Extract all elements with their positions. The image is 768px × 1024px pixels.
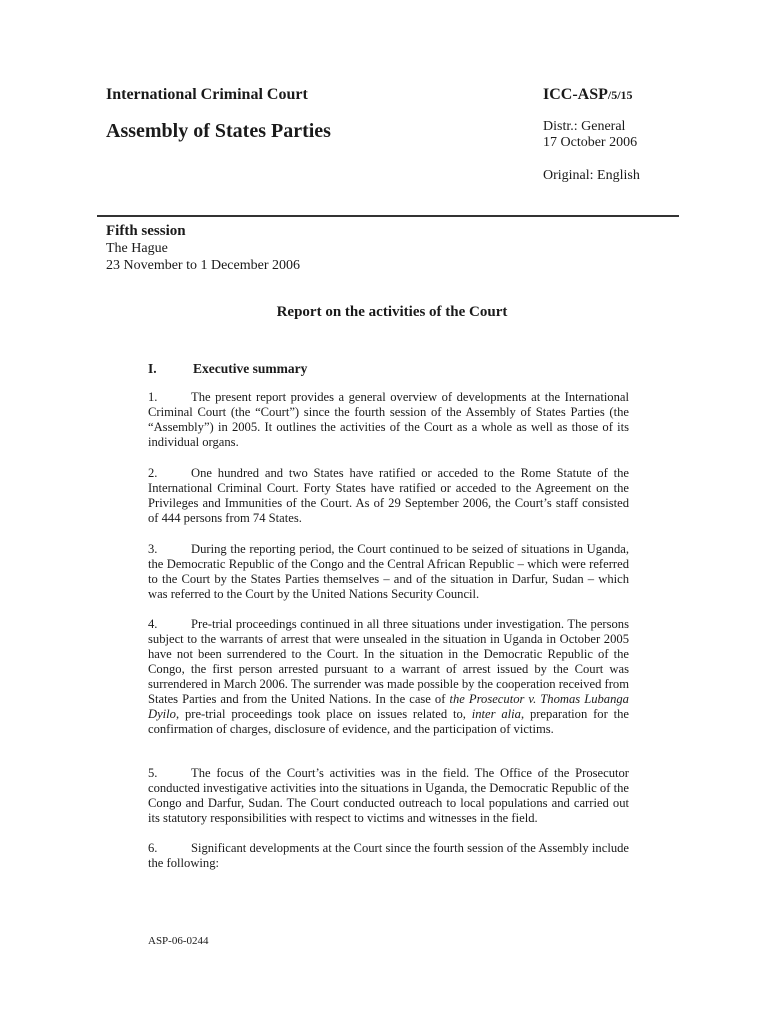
paragraph-text: The focus of the Court’s activities was in the field. The Office of the Prosecutor conducted investigative activities into the situations in Uganda, the Democratic Republic of the Congo and Darfur, Sudan. The Court conducted outreach to local populations and carried out its statutory responsibilities with respect to victims and witnesses in the field. (148, 766, 629, 825)
session-place: The Hague (106, 241, 168, 256)
session-block (106, 223, 300, 274)
document-date: 17 October 2006 (543, 135, 638, 150)
paragraph-number: 6. (148, 841, 158, 855)
symbol-main: ICC-ASP (543, 86, 608, 103)
section-number: I. (148, 361, 157, 376)
paragraph-number: 3. (148, 542, 158, 556)
paragraph-4 (148, 617, 629, 737)
report-title: Report on the activities of the Court (276, 304, 508, 320)
paragraph-3 (148, 542, 629, 602)
section-heading (148, 361, 307, 377)
original-language: Original: English (543, 168, 640, 183)
paragraph-text: One hundred and two States have ratified or acceded to the Rome Statute of the International Criminal Court. Forty States have ratified or acceded to the Agreement on the Privileges and Immunities of the Court. As of 29 September 2006, the Court’s staff consisted of 444 persons from 74 States. (148, 466, 629, 525)
paragraph-text-c: , preparation for the confirmation of charges, disclosure of evidence, and the participation of victims. (148, 707, 629, 736)
inter-alia: inter alia (471, 707, 521, 721)
paragraph-text-a: Pre-trial proceedings continued in all three situations under investigation. The persons subject to the warrants of arrest that were unsealed in the situation in Uganda in October 2005 have not been surrendered to the Court. In the situation in the Democratic Republic of the Congo, the first person arrested pursuant to a warrant of arrest issued by the Court was surrendered in March 2006. The surrender was made possible by the cooperation received from States Parties and from the United Nations. In the case of (148, 617, 629, 706)
session-dates: 23 November to 1 December 2006 (106, 258, 300, 273)
paragraph-number: 4. (148, 617, 158, 631)
symbol-suffix: /5/15 (607, 88, 633, 102)
paragraph-6 (148, 841, 629, 871)
paragraph-number: 2. (148, 466, 158, 480)
paragraph-2 (148, 466, 629, 526)
case-name: the Prosecutor v. Thomas Lubanga Dyilo (148, 692, 629, 721)
paragraph-text: During the reporting period, the Court continued to be seized of situations in Uganda, the Democratic Republic of the Congo and the Central African Republic – which were referred to the Court by the States Parties themselves – and of the situation in Darfur, Sudan – which was referred to the Court by the United Nations Security Council. (148, 542, 629, 601)
paragraph-1 (148, 390, 629, 450)
distribution-label: Distr.: General (543, 119, 626, 134)
paragraph-number: 1. (148, 390, 158, 404)
organization-name: International Criminal Court (106, 86, 308, 103)
paragraph-5 (148, 766, 629, 826)
paragraph-number: 5. (148, 766, 158, 780)
session-title: Fifth session (106, 223, 186, 239)
header-divider (97, 215, 679, 217)
document-symbol (543, 86, 633, 104)
distribution-block (543, 119, 637, 151)
paragraph-text: Significant developments at the Court since the fourth session of the Assembly include the following: (148, 841, 629, 870)
footer-code: ASP-06-0244 (148, 935, 209, 947)
assembly-title: Assembly of States Parties (106, 120, 331, 142)
paragraph-text-b: , pre-trial proceedings took place on issues related to, (175, 707, 472, 721)
paragraph-text: The present report provides a general overview of developments at the International Criminal Court (the “Court”) since the fourth session of the Assembly of States Parties (the “Assembly”) in 2005. It outlines the activities of the Court as a whole as well as those of its individual organs. (148, 390, 629, 449)
section-title: Executive summary (193, 361, 308, 376)
